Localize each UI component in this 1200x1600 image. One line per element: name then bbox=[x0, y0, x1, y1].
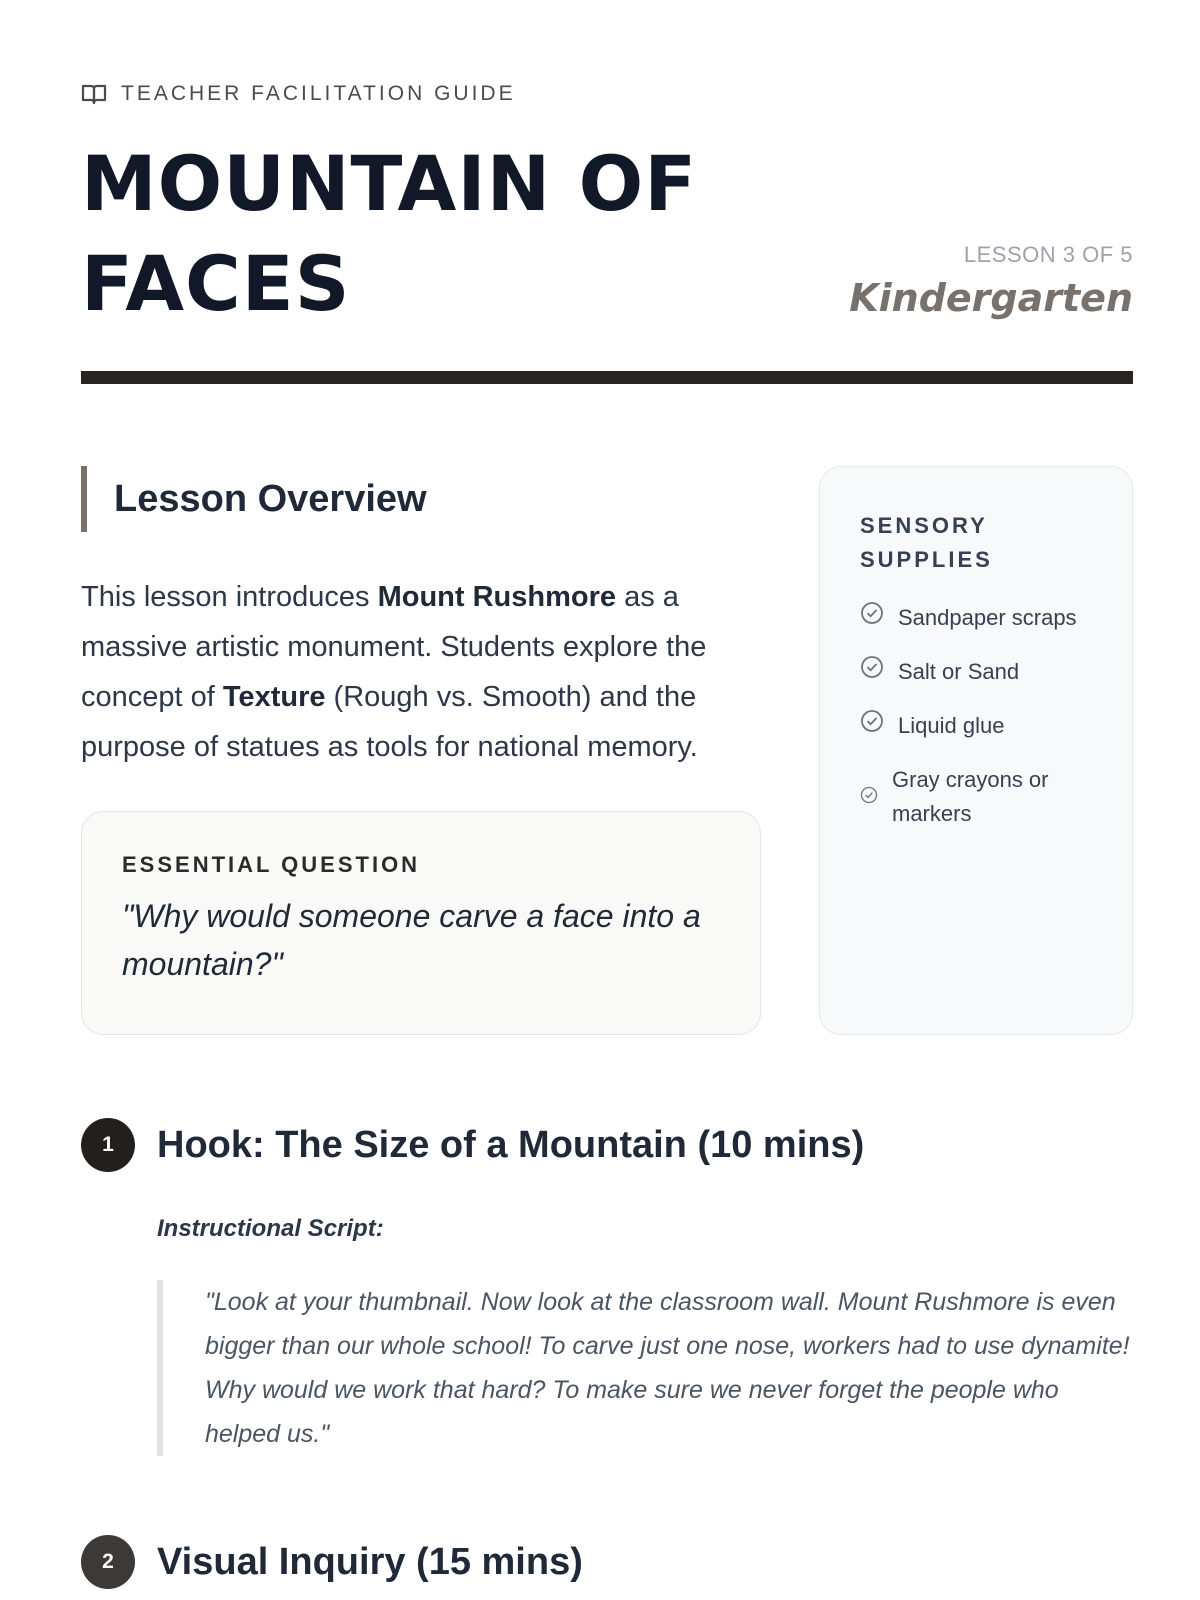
supply-label: Gray crayons or markers bbox=[892, 767, 1049, 826]
step-number-badge: 1 bbox=[81, 1118, 135, 1172]
step-title: Visual Inquiry (15 mins) bbox=[157, 1540, 583, 1583]
supplies-card bbox=[819, 466, 1133, 1035]
essential-question-label: ESSENTIAL QUESTION bbox=[122, 852, 421, 877]
eyebrow-label: TEACHER FACILITATION GUIDE bbox=[121, 82, 516, 105]
supply-label: Salt or Sand bbox=[898, 659, 1020, 684]
lesson-number: LESSON 3 OF 5 bbox=[963, 242, 1133, 267]
list-item bbox=[860, 601, 1092, 635]
supply-label: Liquid glue bbox=[898, 713, 1005, 738]
header-divider bbox=[81, 371, 1133, 384]
essential-question-card bbox=[81, 811, 761, 1035]
title-line-2: FACES bbox=[81, 239, 351, 328]
step-title: Hook: The Size of a Mountain (10 mins) bbox=[157, 1123, 865, 1166]
page-title bbox=[81, 134, 841, 334]
overview-text-3: (Rough vs. Smooth) and the purpose of statues as tools for national memory. bbox=[81, 681, 698, 763]
essential-question-quote: "Why would someone carve a face into a mountain?" bbox=[122, 898, 701, 982]
step-1-header bbox=[81, 1118, 864, 1172]
overview-heading: Lesson Overview bbox=[81, 466, 427, 532]
overview-text-1: This lesson introduces bbox=[81, 581, 378, 613]
step-2-header bbox=[81, 1535, 583, 1589]
check-circle-icon bbox=[860, 601, 884, 635]
list-item bbox=[860, 655, 1092, 689]
overview-paragraph bbox=[81, 572, 781, 772]
check-circle-icon bbox=[860, 780, 878, 814]
book-open-icon bbox=[81, 82, 107, 106]
overview-bold-2: Texture bbox=[222, 681, 326, 713]
supplies-title: SENSORY SUPPLIES bbox=[860, 513, 993, 572]
supply-label: Sandpaper scraps bbox=[898, 605, 1077, 630]
list-item bbox=[860, 763, 1092, 831]
list-item bbox=[860, 709, 1092, 743]
overview-text-2: as a massive artistic monument. Students explore the concept of bbox=[81, 581, 707, 713]
overview-bold-1: Mount Rushmore bbox=[377, 581, 617, 613]
script-label: Instructional Script: bbox=[157, 1215, 384, 1242]
grade-level: Kindergarten bbox=[849, 276, 1133, 320]
step-number-badge: 2 bbox=[81, 1535, 135, 1589]
lesson-meta bbox=[849, 242, 1133, 320]
eyebrow bbox=[81, 82, 516, 106]
script-quote: "Look at your thumbnail. Now look at the classroom wall. Mount Rushmore is even bigger than our whole school! To carve just one nose, workers had to use dynamite! Why would we work that hard? To make sure we never forget the people who helped us." bbox=[157, 1280, 1133, 1456]
supply-list bbox=[860, 601, 1092, 831]
title-line-1: MOUNTAIN OF bbox=[81, 139, 698, 228]
check-circle-icon bbox=[860, 709, 884, 743]
check-circle-icon bbox=[860, 655, 884, 689]
